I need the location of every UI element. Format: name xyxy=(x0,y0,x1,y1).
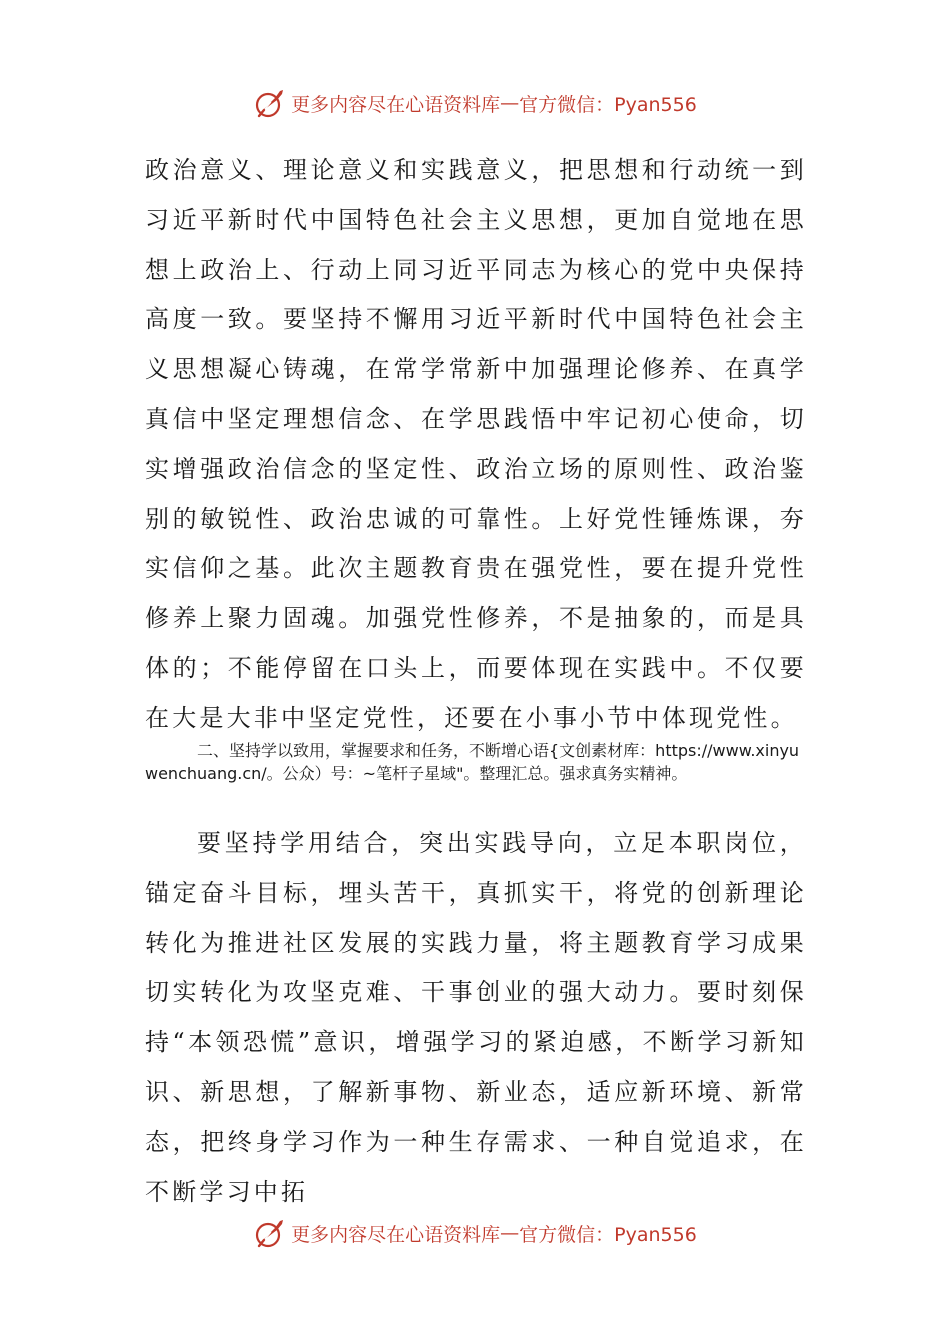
watermark-brand: 更多内容尽在心语资料库 xyxy=(291,93,501,116)
section-heading-2: 二、坚持学以致用，掌握要求和任务，不断增心语{文创素材库：https://www.xinyuwenchuang.cn/。公众）号：~笔杆子星域"。整理汇总。强求真务实精神。 xyxy=(145,741,800,783)
header-watermark xyxy=(0,80,950,126)
body-paragraph-2: 要坚持学用结合，突出实践导向，立足本职岗位，锚定奋斗目标，埋头苦干，真抓实干，将党的创新理论转化为推进社区发展的实践力量，将主题教育学习成果切实转化为攻坚克难、干事创业的强大动力。要时刻保持“本领恐慌”意识，增强学习的紧迫感，不断学习新知识、新思想，了解新事物、新业态，适应新环境、新常态，把终身学习作为一种生存需求、一种自觉追求，在不断学习中拓 xyxy=(145,829,807,1206)
watermark-separator: — xyxy=(500,92,520,114)
quill-logo-icon xyxy=(253,86,287,120)
watermark-separator: — xyxy=(500,1222,520,1244)
watermark-contact: 官方微信：Pyan556 xyxy=(519,93,697,116)
watermark-brand: 更多内容尽在心语资料库 xyxy=(291,1223,501,1246)
quill-logo-icon xyxy=(253,1216,287,1250)
watermark-contact: 官方微信：Pyan556 xyxy=(519,1223,697,1246)
footer-watermark xyxy=(0,1210,950,1256)
body-paragraph-1: 政治意义、理论意义和实践意义，把思想和行动统一到习近平新时代中国特色社会主义思想，更加自觉地在思想上政治上、行动上同习近平同志为核心的党中央保持高度一致。要坚持不懈用习近平新时代中国特色社会主义思想凝心铸魂，在常学常新中加强理论修养、在真学真信中坚定理想信念、在学思践悟中牢记初心使命，切实增强政治信念的坚定性、政治立场的原则性、政治鉴别的敏锐性、政治忠诚的可靠性。上好党性锤炼课，夯实信仰之基。此次主题教育贵在强党性，要在提升党性修养上聚力固魂。加强党性修养，不是抽象的，而是具体的；不能停留在口头上，而要体现在实践中。不仅要在大是大非中坚定党性，还要在小事小节中体现党性。 xyxy=(145,156,807,732)
